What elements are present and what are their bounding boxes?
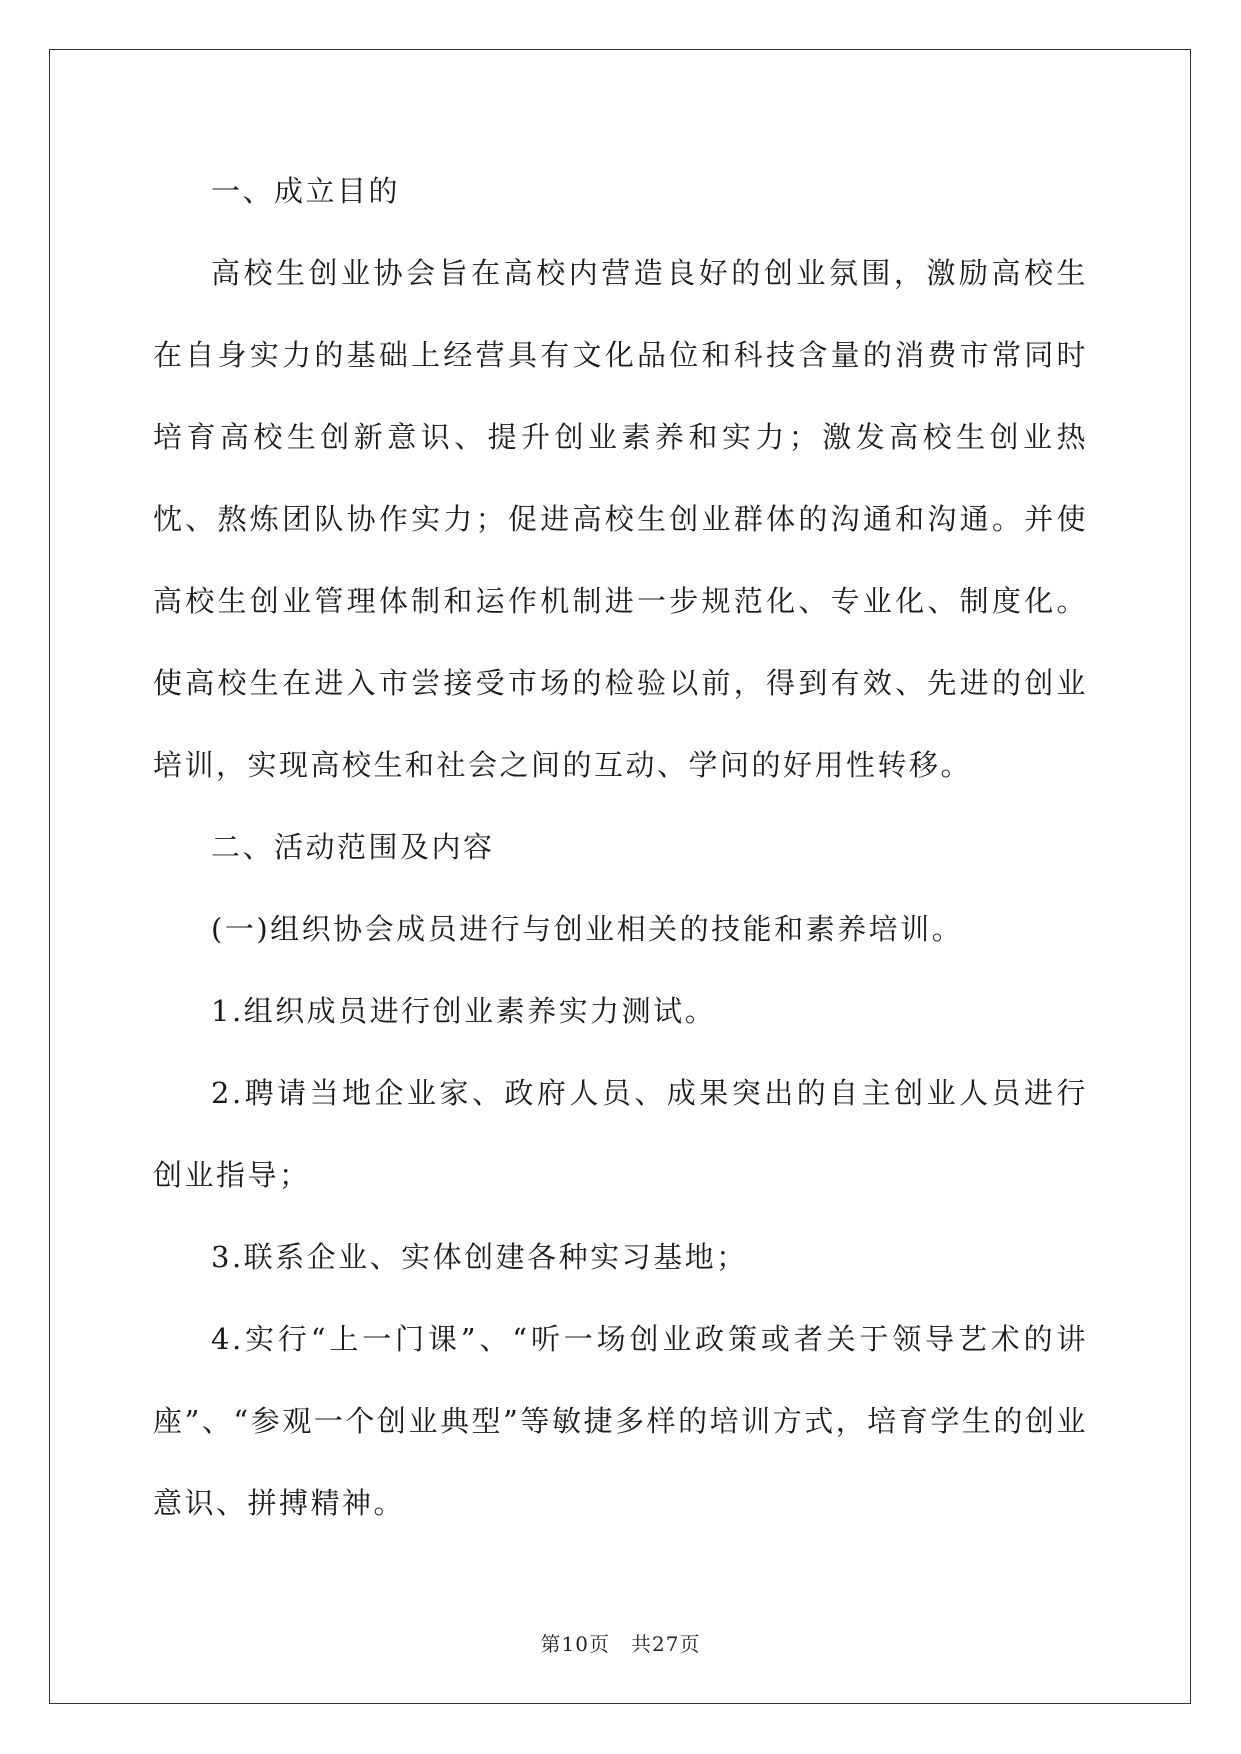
paragraph-purpose-body: 高校生创业协会旨在高校内营造良好的创业氛围，激励高校生在自身实力的基础上经营具有文化品位和科技含量的消费市常同时培育高校生创新意识、提升创业素养和实力；激发高校生创业热忱、熬炼团队协作实力；促进高校生创业群体的沟通和沟通。并使高校生创业管理体制和运作机制进一步规范化、专业化、制度化。使高校生在进入市尝接受市场的检验以前，得到有效、先进的创业培训，实现高校生和社会之间的互动、学问的好用性转移。	[153, 256, 1088, 782]
list-item-4: 4.实行“上一门课”、“听一场创业政策或者关于领导艺术的讲座”、“参观一个创业典型”等敏捷多样的培训方式，培育学生的创业意识、拼搏精神。	[153, 1322, 1088, 1520]
section-heading-purpose: 一、成立目的	[211, 174, 401, 208]
subsection-training: (一)组织协会成员进行与创业相关的技能和素养培训。	[211, 912, 964, 946]
list-item-3: 3.联系企业、实体创建各种实习基地；	[211, 1240, 748, 1274]
page-number-footer: 第10页 共27页	[540, 1632, 701, 1656]
list-item-2: 2.聘请当地企业家、政府人员、成果突出的自主创业人员进行创业指导；	[153, 1076, 1088, 1192]
section-heading-scope: 二、活动范围及内容	[211, 830, 495, 864]
document-body	[153, 150, 1088, 1544]
list-item-1: 1.组织成员进行创业素养实力测试。	[211, 994, 717, 1028]
